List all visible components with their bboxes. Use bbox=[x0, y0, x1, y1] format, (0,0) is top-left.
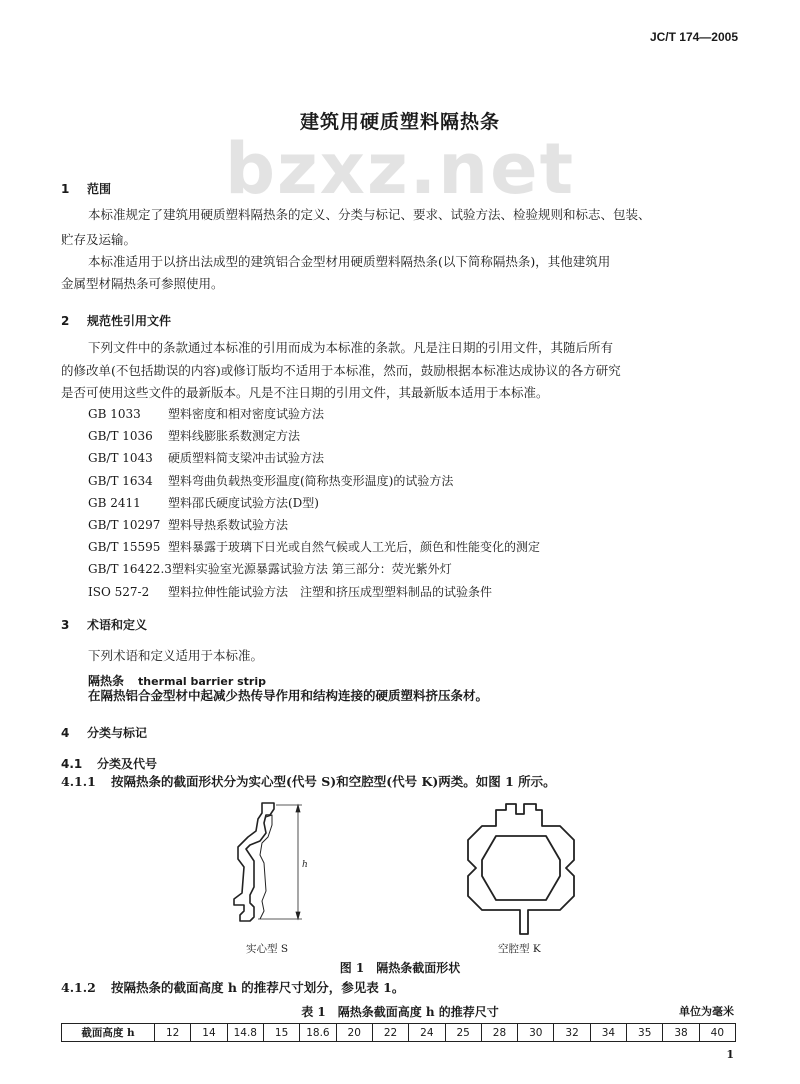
reference-title: 塑料导热系数试验方法 bbox=[168, 517, 289, 532]
watermark: bzxz.net bbox=[224, 128, 576, 210]
reference-code: GB/T 1036 bbox=[88, 429, 153, 444]
reference-code: ISO 527-2 bbox=[88, 584, 150, 599]
section-1-heading bbox=[61, 180, 111, 197]
reference-title: 塑料实验室光源暴露试验方法 第三部分：荧光紫外灯 bbox=[171, 562, 452, 577]
table-cell: 12 bbox=[155, 1024, 191, 1042]
reference-code: GB/T 15595 bbox=[88, 540, 161, 555]
table-cell: 22 bbox=[372, 1024, 408, 1042]
clause-4-1-2 bbox=[61, 982, 404, 995]
figure-caption: 图 1 隔热条截面形状 bbox=[339, 961, 461, 975]
section-number: 4.1 bbox=[61, 757, 83, 771]
s2-p1-line1: 下列文件中的条款通过本标准的引用而成为本标准的条款。凡是注日期的引用文件，其随后所有 bbox=[88, 340, 614, 355]
table-cell: 14.8 bbox=[227, 1024, 263, 1042]
term-definition: 在隔热铝合金型材中起减少热传导作用和结构连接的硬质塑料挤压条材。 bbox=[88, 688, 489, 703]
table-cell: 24 bbox=[409, 1024, 445, 1042]
dimension-label: h bbox=[302, 860, 308, 870]
section-title: 分类及代号 bbox=[97, 757, 158, 771]
hollow-type-label: 空腔型 K bbox=[498, 943, 541, 955]
section-3-heading bbox=[61, 616, 147, 633]
s3-intro: 下列术语和定义适用于本标准。 bbox=[88, 648, 264, 663]
table-caption: 表 1 隔热条截面高度 h 的推荐尺寸 bbox=[301, 1005, 499, 1019]
table-cell: 32 bbox=[554, 1024, 590, 1042]
reference-item bbox=[88, 449, 540, 471]
reference-code: GB/T 10297 bbox=[88, 517, 161, 532]
page-number: 1 bbox=[726, 1048, 734, 1061]
section-4-1-heading bbox=[61, 755, 157, 772]
hollow-profile-cavity bbox=[482, 836, 560, 900]
section-title: 分类与标记 bbox=[87, 726, 148, 740]
term-english: thermal barrier strip bbox=[138, 675, 266, 688]
hollow-profile-outline bbox=[468, 804, 574, 934]
reference-item bbox=[88, 583, 540, 605]
table-cell: 15 bbox=[263, 1024, 299, 1042]
reference-code: GB 2411 bbox=[88, 495, 141, 510]
section-title: 术语和定义 bbox=[87, 618, 148, 632]
table-cell: 28 bbox=[481, 1024, 517, 1042]
solid-type-label: 实心型 S bbox=[246, 943, 289, 955]
page-title: 建筑用硬质塑料隔热条 bbox=[299, 111, 500, 133]
section-number: 4 bbox=[61, 726, 70, 740]
s2-p1-line3: 是否可使用这些文件的最新版本。凡是不注日期的引用文件，其最新版本适用于本标准。 bbox=[61, 385, 549, 400]
recommended-height-table bbox=[61, 1023, 736, 1042]
section-title: 范围 bbox=[87, 182, 112, 196]
section-2-heading bbox=[61, 312, 171, 329]
reference-title: 塑料线膨胀系数测定方法 bbox=[168, 429, 301, 444]
s2-p1-line2: 的修改单(不包括勘误的内容)或修订版均不适用于本标准，然而，鼓励根据本标准达成协议的各方研究 bbox=[61, 363, 621, 378]
section-number: 2 bbox=[61, 314, 70, 328]
s1-p2-line2: 金属型材隔热条可参照使用。 bbox=[61, 276, 224, 291]
term-chinese: 隔热条 bbox=[88, 674, 125, 688]
solid-profile-outline bbox=[234, 803, 274, 921]
hollow-strip-figure bbox=[462, 798, 582, 940]
reference-code: GB/T 16422.3 bbox=[88, 562, 172, 577]
table-cell: 20 bbox=[336, 1024, 372, 1042]
row-header: 截面高度 h bbox=[62, 1024, 155, 1042]
reference-title: 塑料拉伸性能试验方法 注塑和挤压成型塑料制品的试验条件 bbox=[168, 584, 493, 599]
table-unit: 单位为毫米 bbox=[679, 1005, 734, 1018]
table-cell: 40 bbox=[699, 1024, 735, 1042]
reference-code: GB 1033 bbox=[88, 407, 141, 421]
reference-title: 塑料弯曲负载热变形温度(简称热变形温度)的试验方法 bbox=[168, 473, 454, 488]
reference-item bbox=[88, 472, 540, 494]
table-cell: 30 bbox=[518, 1024, 554, 1042]
reference-item bbox=[88, 560, 540, 582]
s1-p1-line2: 贮存及运输。 bbox=[61, 232, 137, 247]
clause-4-1-1 bbox=[61, 776, 556, 789]
reference-code: GB/T 1043 bbox=[88, 451, 153, 466]
table-cell: 34 bbox=[590, 1024, 626, 1042]
reference-title: 塑料邵氏硬度试验方法(D型) bbox=[168, 495, 319, 510]
term-entry bbox=[88, 670, 266, 689]
reference-code: GB/T 1634 bbox=[88, 473, 153, 488]
s1-p2-line1: 本标准适用于以挤出法成型的建筑铝合金型材用硬质塑料隔热条(以下简称隔热条)，其他建筑用 bbox=[88, 254, 611, 269]
clause-text: 按隔热条的截面高度 h 的推荐尺寸划分，参见表 1。 bbox=[111, 980, 405, 995]
reference-item bbox=[88, 516, 540, 538]
reference-item bbox=[88, 427, 540, 449]
table-cell: 38 bbox=[663, 1024, 699, 1042]
table-row bbox=[62, 1024, 736, 1042]
s1-p1-line1: 本标准规定了建筑用硬质塑料隔热条的定义、分类与标记、要求、试验方法、检验规则和标志、包装、 bbox=[88, 207, 651, 222]
section-4-heading bbox=[61, 724, 147, 741]
table-cell: 25 bbox=[445, 1024, 481, 1042]
solid-strip-figure bbox=[220, 795, 340, 955]
table-cell: 14 bbox=[191, 1024, 227, 1042]
reference-item bbox=[88, 494, 540, 516]
reference-item bbox=[88, 538, 540, 560]
clause-text: 按隔热条的截面形状分为实心型(代号 S)和空腔型(代号 K)两类。如图 1 所示。 bbox=[111, 774, 556, 789]
clause-number: 4.1.2 bbox=[61, 980, 96, 995]
reference-title: 硬质塑料简支梁冲击试验方法 bbox=[168, 451, 325, 466]
reference-item bbox=[88, 405, 540, 427]
reference-title: 塑料暴露于玻璃下日光或自然气候或人工光后，颜色和性能变化的测定 bbox=[168, 540, 541, 555]
section-number: 1 bbox=[61, 182, 70, 196]
clause-number: 4.1.1 bbox=[61, 774, 96, 789]
reference-title: 塑料密度和相对密度试验方法 bbox=[168, 407, 325, 421]
standard-number: JC/T 174—2005 bbox=[649, 30, 738, 44]
section-title: 规范性引用文件 bbox=[87, 314, 172, 328]
table-cell: 18.6 bbox=[300, 1024, 336, 1042]
table-cell: 35 bbox=[627, 1024, 663, 1042]
section-number: 3 bbox=[61, 618, 70, 632]
normative-reference-list bbox=[88, 405, 540, 605]
